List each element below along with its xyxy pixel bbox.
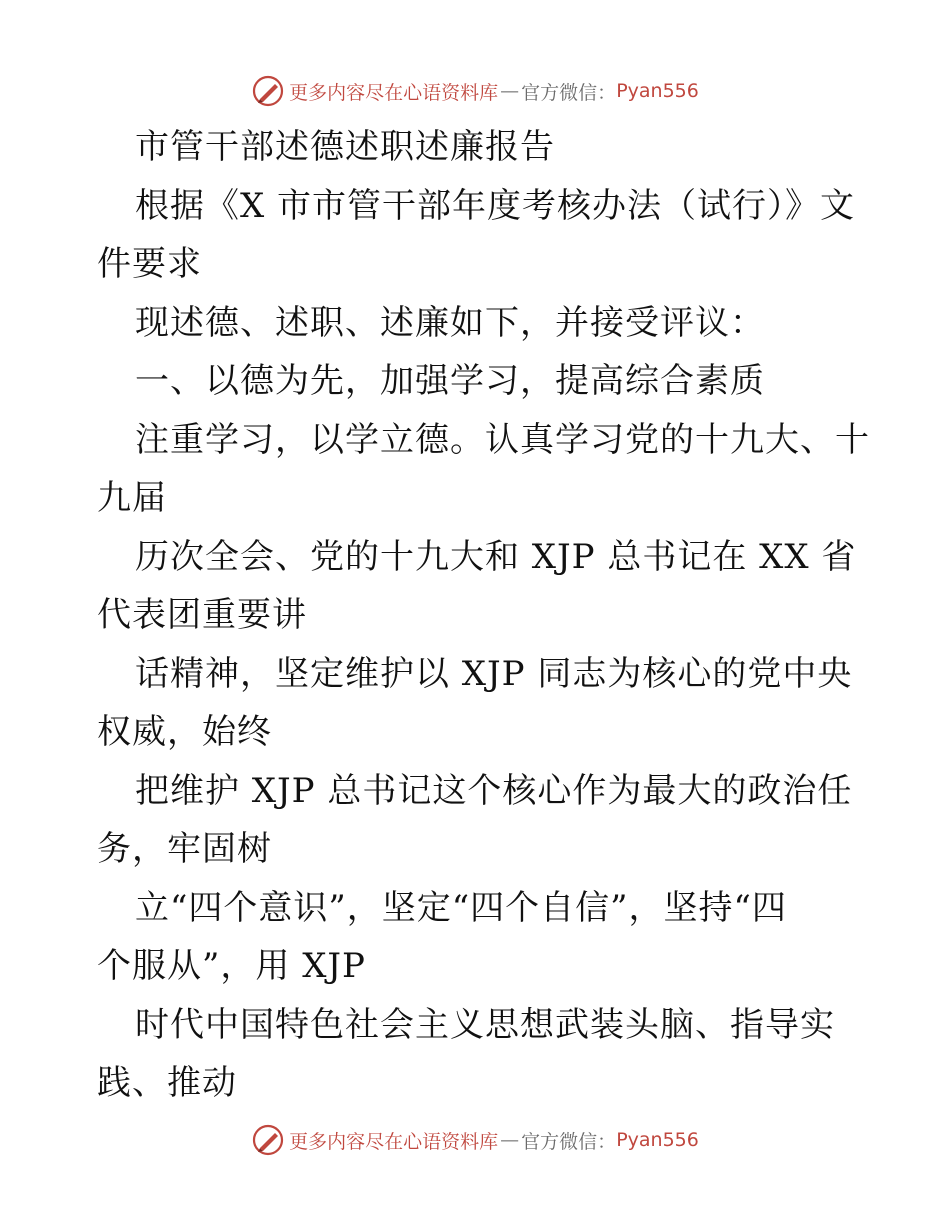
pen-circle-logo-icon bbox=[251, 1123, 285, 1157]
paragraph-line: 历次全会、党的十九大和 XJP 总书记在 XX 省 bbox=[135, 536, 857, 577]
paragraph-line: 九届 bbox=[97, 478, 167, 518]
watermark-separator: — bbox=[500, 1129, 520, 1151]
watermark-separator: — bbox=[500, 80, 520, 102]
watermark-left-text: 更多内容尽在心语资料库 bbox=[289, 81, 499, 104]
paragraph-line: 务，牢固树 bbox=[97, 829, 272, 869]
footer-watermark bbox=[0, 1120, 950, 1160]
pen-circle-logo-icon bbox=[251, 74, 285, 108]
paragraph-line: 注重学习，以学立德。认真学习党的十九大、十 bbox=[135, 419, 870, 460]
watermark-right-text: 官方微信： bbox=[521, 81, 617, 104]
watermark-wechat-id: Pyan556 bbox=[616, 1129, 699, 1151]
paragraph-line: 现述德、述职、述廉如下，并接受评议： bbox=[135, 302, 765, 343]
paragraph-line: 话精神，坚定维护以 XJP 同志为核心的党中央 bbox=[135, 653, 853, 694]
paragraph-line: 个服从”，用 XJP bbox=[97, 946, 366, 986]
paragraph-line: 把维护 XJP 总书记这个核心作为最大的政治任 bbox=[135, 770, 853, 811]
paragraph-line: 践、推动 bbox=[97, 1063, 237, 1103]
paragraph-line: 根据《X 市市管干部年度考核办法（试行）》文 bbox=[135, 185, 856, 226]
watermark-left-text: 更多内容尽在心语资料库 bbox=[289, 1130, 499, 1153]
watermark-right-text: 官方微信： bbox=[521, 1130, 617, 1153]
paragraph-line: 时代中国特色社会主义思想武装头脑、指导实 bbox=[135, 1004, 835, 1045]
paragraph-line: 代表团重要讲 bbox=[97, 595, 307, 635]
section-heading: 一、以德为先，加强学习，提高综合素质 bbox=[135, 361, 765, 401]
paragraph-line: 立“四个意识”，坚定“四个自信”，坚持“四 bbox=[135, 887, 787, 928]
header-watermark bbox=[0, 71, 950, 111]
watermark-wechat-id: Pyan556 bbox=[616, 80, 699, 102]
document-title: 市管干部述德述职述廉报告 bbox=[135, 127, 555, 167]
document-body bbox=[97, 118, 870, 1113]
paragraph-line: 权威，始终 bbox=[97, 712, 272, 752]
paragraph-line: 件要求 bbox=[97, 244, 202, 284]
